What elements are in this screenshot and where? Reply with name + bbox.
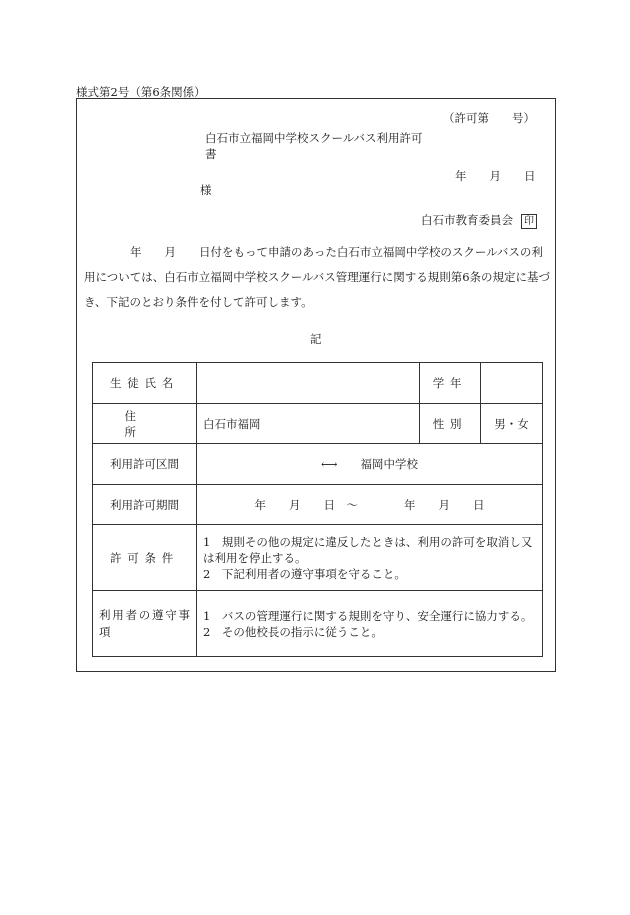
gender-label: 性別: [420, 404, 481, 444]
table-row: [93, 591, 543, 657]
gender-value: 男・女: [481, 404, 543, 444]
address-value: 白石市福岡: [197, 404, 420, 444]
rule-item: 1 バスの管理運行に関する規則を守り、安全運行に協力する。: [203, 608, 533, 623]
form-label: 様式第2号（第6条関係）: [76, 85, 206, 99]
permit-number: （許可第 号）: [443, 111, 535, 125]
table-row: [93, 525, 543, 591]
issuer-name: 白石市教育委員会: [421, 213, 513, 227]
grade-label: 学年: [420, 363, 481, 404]
period-label: 利用許可期間: [93, 485, 197, 525]
table-row: [93, 444, 543, 485]
ki-heading: 記: [310, 332, 322, 346]
issuer-block: [421, 212, 537, 229]
table-row: [93, 404, 543, 444]
condition-item: 1 規則その他の規定に違反したときは、利用の許可を取消し又は利用を停止する。: [203, 534, 533, 565]
seal-mark: 印: [521, 214, 537, 229]
table-row: [93, 485, 543, 525]
conditions-list: [197, 525, 543, 591]
addressee: 様: [200, 183, 212, 197]
student-name-value: [197, 363, 420, 404]
condition-item: 2 下記利用者の遵守事項を守ること。: [203, 566, 406, 581]
period-value: 年 月 日 ～ 年 月 日: [197, 485, 543, 525]
rules-label: 利用者の遵守事項: [93, 591, 197, 657]
conditions-label: 許可条件: [93, 525, 197, 591]
grade-value: [481, 363, 543, 404]
address-label: 住所: [93, 404, 197, 444]
rule-item: 2 その他校長の指示に従うこと。: [203, 624, 383, 639]
rules-list: [197, 591, 543, 657]
student-name-label: 生徒氏名: [93, 363, 197, 404]
document-title: 白石市立福岡中学校スクールバス利用許可書: [205, 131, 423, 161]
date-line: 年 月 日: [455, 169, 536, 183]
section-label: 利用許可区間: [93, 444, 197, 485]
section-value: ⟷ 福岡中学校: [197, 444, 543, 485]
table-row: [93, 363, 543, 404]
body-text: 年 月 日付をもって申請のあった白石市立福岡中学校のスクールバスの利用については、白石市立福岡中学校スクールバス管理運行に関する規則第6条の規定に基づき、下記のとおり条件を付して許可します。: [84, 245, 551, 309]
permit-table: [92, 362, 543, 657]
